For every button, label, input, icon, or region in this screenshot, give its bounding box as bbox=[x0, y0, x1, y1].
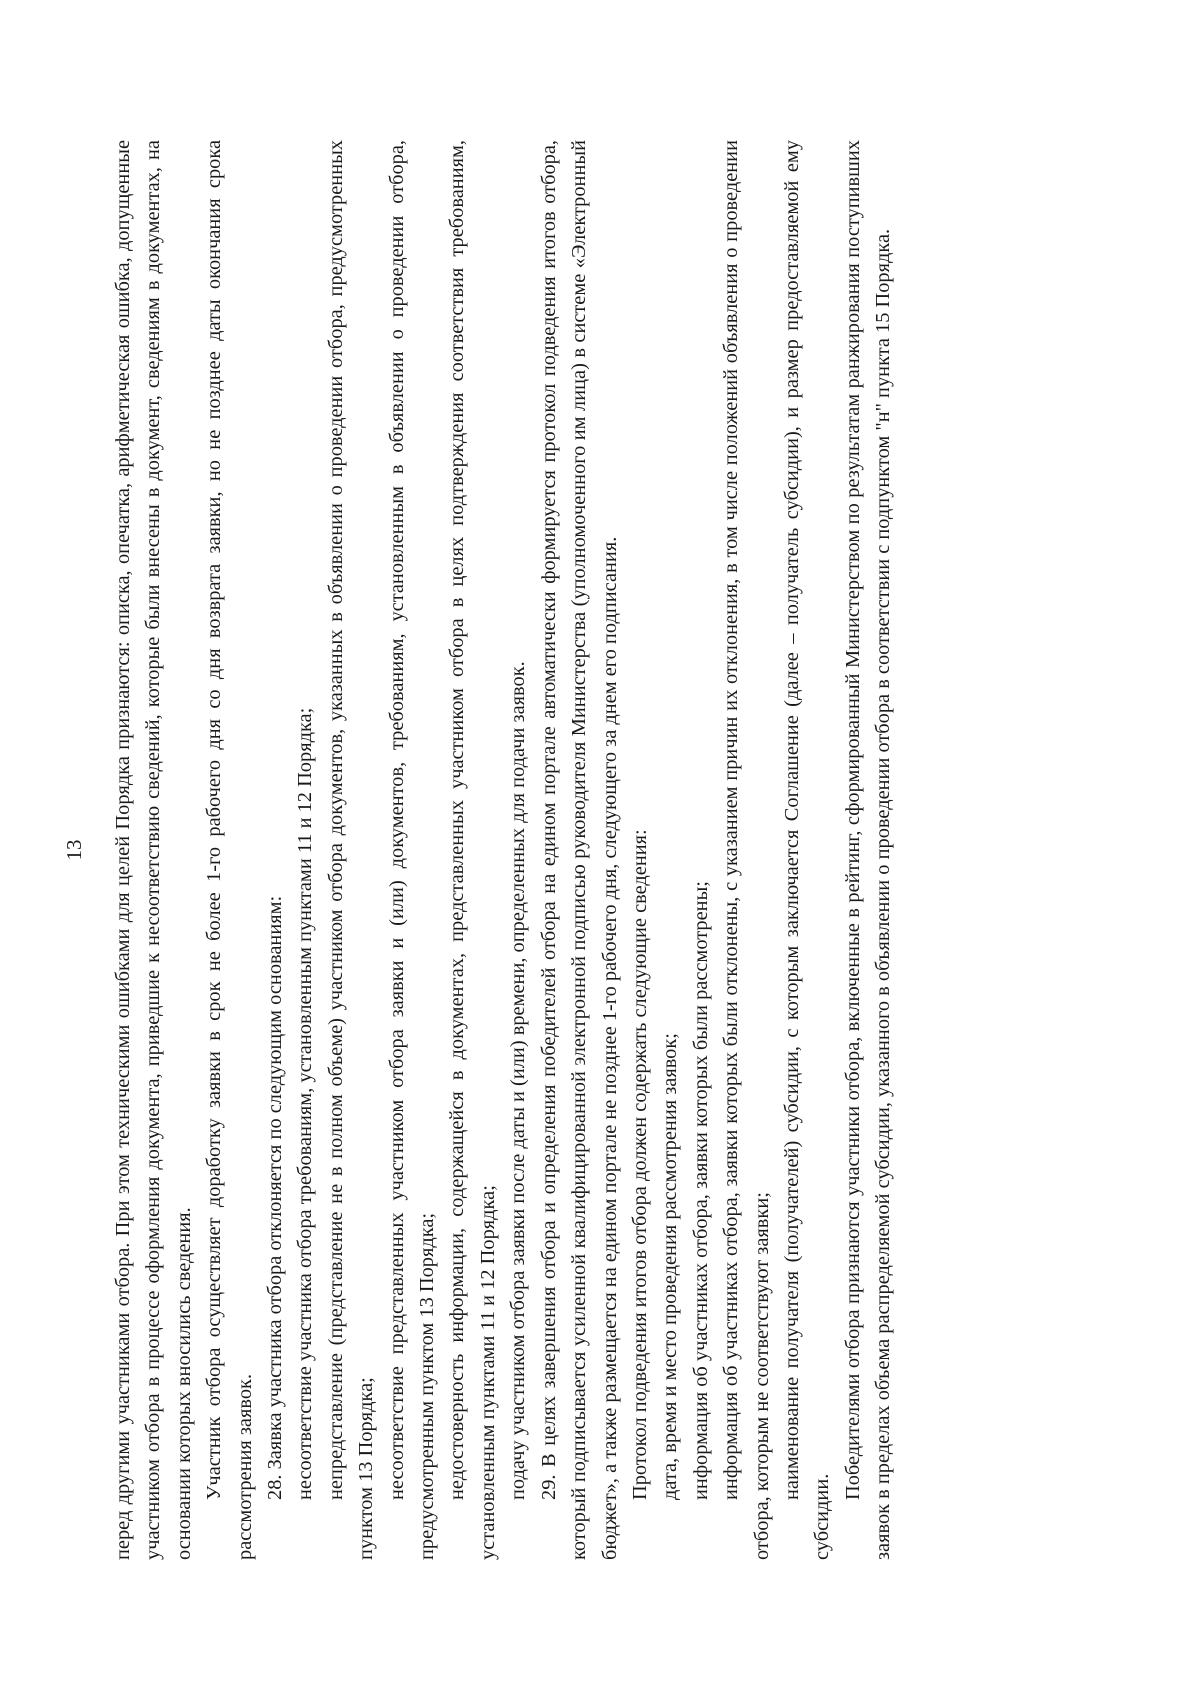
list-item-application-mismatch: несоответствие представленных участником отбора заявки и (или) документов, требованиям, установленным в объявлении о проведении отбора, предусмотренным пунктом 13 Порядка; bbox=[385, 140, 439, 1560]
document-body bbox=[108, 140, 899, 1560]
list-item-information-unreliable: недостоверность информации, содержащейся в документах, представленных участником отбора в целях подтверждения соответствия требованиям, установленным пунктами 11 и 12 Порядка; bbox=[446, 140, 499, 1560]
paragraph-protocol-contents: Протокол подведения итогов отбора должен содержать следующие сведения: bbox=[628, 829, 651, 1500]
list-item-rejected-participants: информация об участниках отбора, заявки которых были отклонены, с указанием причин их отклонения, в том числе положений объявления о проведении отбора, которым не соответствуют заявки; bbox=[720, 140, 773, 1560]
list-item-reviewed-participants: информация об участниках отбора, заявки которых были рассмотрены; bbox=[689, 881, 712, 1500]
list-item-date-time-place: дата, время и место проведения рассмотрения заявок; bbox=[659, 1033, 682, 1500]
paragraph-winners: Победителями отбора признаются участники отбора, включенные в рейтинг, сформированный Министерством по результатам ранжирования поступивших заявок в пределах объема распределяемой субсидии, указанного в объявлении о проведении отбора в соответствии с подпунктом "н" пункта 15 Порядка. bbox=[841, 140, 895, 1560]
list-item-late-submission: подачу участником отбора заявки после даты и (или) времени, определенных для подачи заявок. bbox=[507, 661, 530, 1500]
list-item-subsidy-recipient: наименование получателя (получателей) субсидии, с которым заключается Соглашение (далее – получатель субсидии), и размер предоставляемой ему субсидии. bbox=[780, 140, 834, 1560]
rotated-page-content bbox=[62, 140, 1008, 1560]
paragraph-technical-errors: перед другими участниками отбора. При этом техническими ошибками для целей Порядка признаются: описка, опечатка, арифметическая ошибка, допущенные участником отбора в процессе оформления документа, приведшие к несоответствию сведений, которые были внесены в документ, сведениям в документах, на основании которых вносились сведения. bbox=[112, 140, 195, 1560]
paragraph-29-results-protocol: 29. В целях завершения отбора и определения победителей отбора на едином портале автоматически формируется протокол подведения итогов отбора, который подписывается усиленной квалифицированной электронной подписью руководителя Министерства (уполномоченного им лица) в системе «Электронный бюджет», а также размещается на едином портале не позднее 1-го рабочего дня, следующего за днем его подписания. bbox=[537, 140, 621, 1560]
list-item-documents-missing: непредставление (представление не в полном объеме) участником отбора документов, указанных в объявлении о проведении отбора, предусмотренных пунктом 13 Порядка; bbox=[324, 140, 378, 1560]
paragraph-revision-deadline: Участник отбора осуществляет доработку заявки в срок не более 1-го рабочего дня со дня возврата заявки, но не позднее даты окончания срока рассмотрения заявок. bbox=[203, 140, 256, 1560]
paragraph-28-rejection-grounds: 28. Заявка участника отбора отклоняется по следующим основаниям: bbox=[264, 895, 287, 1500]
list-item-requirements-mismatch: несоответствие участника отбора требованиям, установленным пунктами 11 и 12 Порядка; bbox=[294, 707, 317, 1500]
page-number: 13 bbox=[62, 839, 86, 861]
